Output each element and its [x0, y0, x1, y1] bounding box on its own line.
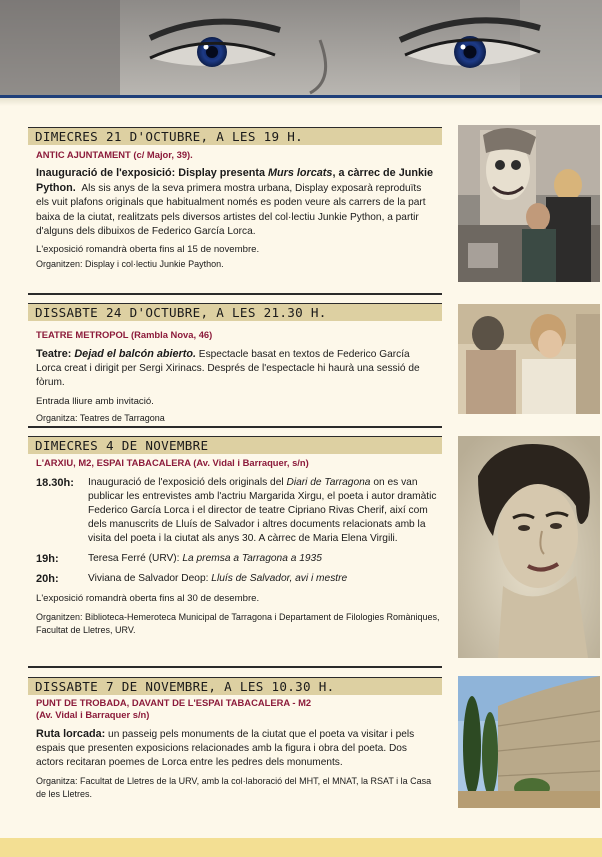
event-venue-address: (Av. Vidal i Barraquer s/n): [36, 709, 150, 720]
event-lead: Ruta lorcada:: [36, 728, 106, 740]
event-venue: ANTIC AJUNTAMENT (c/ Major, 39).: [36, 149, 193, 160]
schedule-text: [88, 552, 442, 566]
event-date: DISSABTE 7 DE NOVEMBRE, A LES 10.30 H.: [28, 677, 442, 695]
header-shadow: [0, 98, 602, 106]
schedule-time: 18.30h:: [36, 477, 74, 489]
event-venue: L'ARXIU, M2, ESPAI TABACALERA (Av. Vidal i Barraquer, s/n): [36, 457, 309, 468]
schedule-text: [88, 476, 442, 546]
event-lead-tail: , a càrrec de Junkie Python.: [36, 167, 434, 195]
event-title: Dejad el balcón abierto.: [74, 348, 196, 360]
schedule-row: [36, 476, 442, 546]
schedule-text-post: on es van publicar les entrevistes amb l'actriu Margarida Xirgu, el poeta i autor dramàtic Federico García Lorca i el director de teatre Cipriano Rivas Cherif, així com dels manuscrits de Lluís de Salvador i altres documents relacionats amb la visita del poeta i la ciutat als anys 30. A càrrec de Maria Elena Virgili.: [88, 477, 437, 544]
margarida-xirgu-portrait: [458, 436, 600, 658]
event-venue: PUNT DE TROBADA, DAVANT DE L'ESPAI TABACALERA - M2: [36, 697, 312, 708]
divider: [28, 293, 442, 295]
event-lead: Teatre:: [36, 348, 75, 360]
event-description: [36, 727, 436, 771]
event-body: un passeig pels monuments de la ciutat que el poeta va visitar i pels espais que presenten exposicions relacionades amb la figura i obra del poeta. Dos actors recitaran poemes de Lorca entre les pedres dels monuments.: [36, 729, 415, 769]
footer-bar: [0, 838, 602, 857]
event-description: [36, 166, 436, 239]
header-face-image: [0, 0, 602, 95]
schedule-text-pre: Inauguració de l'exposició dels originals del: [88, 477, 287, 488]
event-title: Murs lorcats: [267, 167, 333, 179]
divider: [28, 426, 442, 428]
event-organizers: Organitzen: Biblioteca-Hemeroteca Municipal de Tarragona i Departament de Filologies Romàniques, Facultat de Lletres, URV.: [36, 612, 440, 635]
schedule-text: [88, 572, 442, 586]
schedule-text-pre: Teresa Ferré (URV):: [88, 553, 183, 564]
schedule-text-title: La premsa a Tarragona a 1935: [182, 553, 322, 564]
event-lead: Inauguració de l'exposició: Display presenta: [36, 167, 268, 179]
event-body: Als sis anys de la seva primera mostra urbana, Display exposarà reproduïts els vuit plafons originals que habitualment només es poden veure als carrers de la part baixa de la ciutat, realitzats pels diversos artistes del col·lectiu Junkie Python, a partir d'alguns dels dibuixos de Federico García Lorca.: [36, 183, 426, 237]
event-organizers: Organitzen: Display i col·lectiu Junkie Paython.: [36, 259, 224, 270]
theatre-actors-photo: [458, 304, 600, 414]
event-body: Espectacle basat en textos de Federico García Lorca creat i dirigit per Sergi Xirinacs. Després de l'espectacle hi haurà una sessió de fòrum.: [36, 349, 420, 389]
schedule-text-title: Diari de Tarragona: [286, 477, 371, 488]
event-date: DISSABTE 24 D'OCTUBRE, A LES 21.30 H.: [28, 303, 442, 321]
event-organizers: Organitza: Teatres de Tarragona: [36, 412, 165, 423]
schedule-row: [36, 552, 442, 566]
divider: [28, 666, 442, 668]
schedule-text-pre: Viviana de Salvador Deop:: [88, 573, 212, 584]
event-organizers: Organitza: Facultat de Lletres de la URV, amb la col·laboració del MHT, el MNAT, la RSAT i la Casa de les Lletres.: [36, 775, 432, 799]
event-description: [36, 347, 436, 391]
schedule-row: [36, 572, 442, 586]
graffiti-exhibition-photo: [458, 125, 600, 282]
event-note: Entrada lliure amb invitació.: [36, 395, 154, 407]
roman-walls-photo: [458, 676, 600, 808]
schedule-time: 19h:: [36, 553, 59, 565]
event-note: L'exposició romandrà oberta fins al 15 de novembre.: [36, 244, 260, 256]
schedule-time: 20h:: [36, 573, 59, 585]
event-date: DIMECRES 21 D'OCTUBRE, A LES 19 H.: [28, 127, 442, 145]
event-date: DIMECRES 4 DE NOVEMBRE: [28, 436, 442, 454]
event-note: L'exposició romandrà oberta fins al 30 de desembre.: [36, 593, 260, 604]
schedule-text-title: Lluís de Salvador, avi i mestre: [211, 573, 348, 584]
event-venue: TEATRE METROPOL (Rambla Nova, 46): [36, 329, 213, 340]
